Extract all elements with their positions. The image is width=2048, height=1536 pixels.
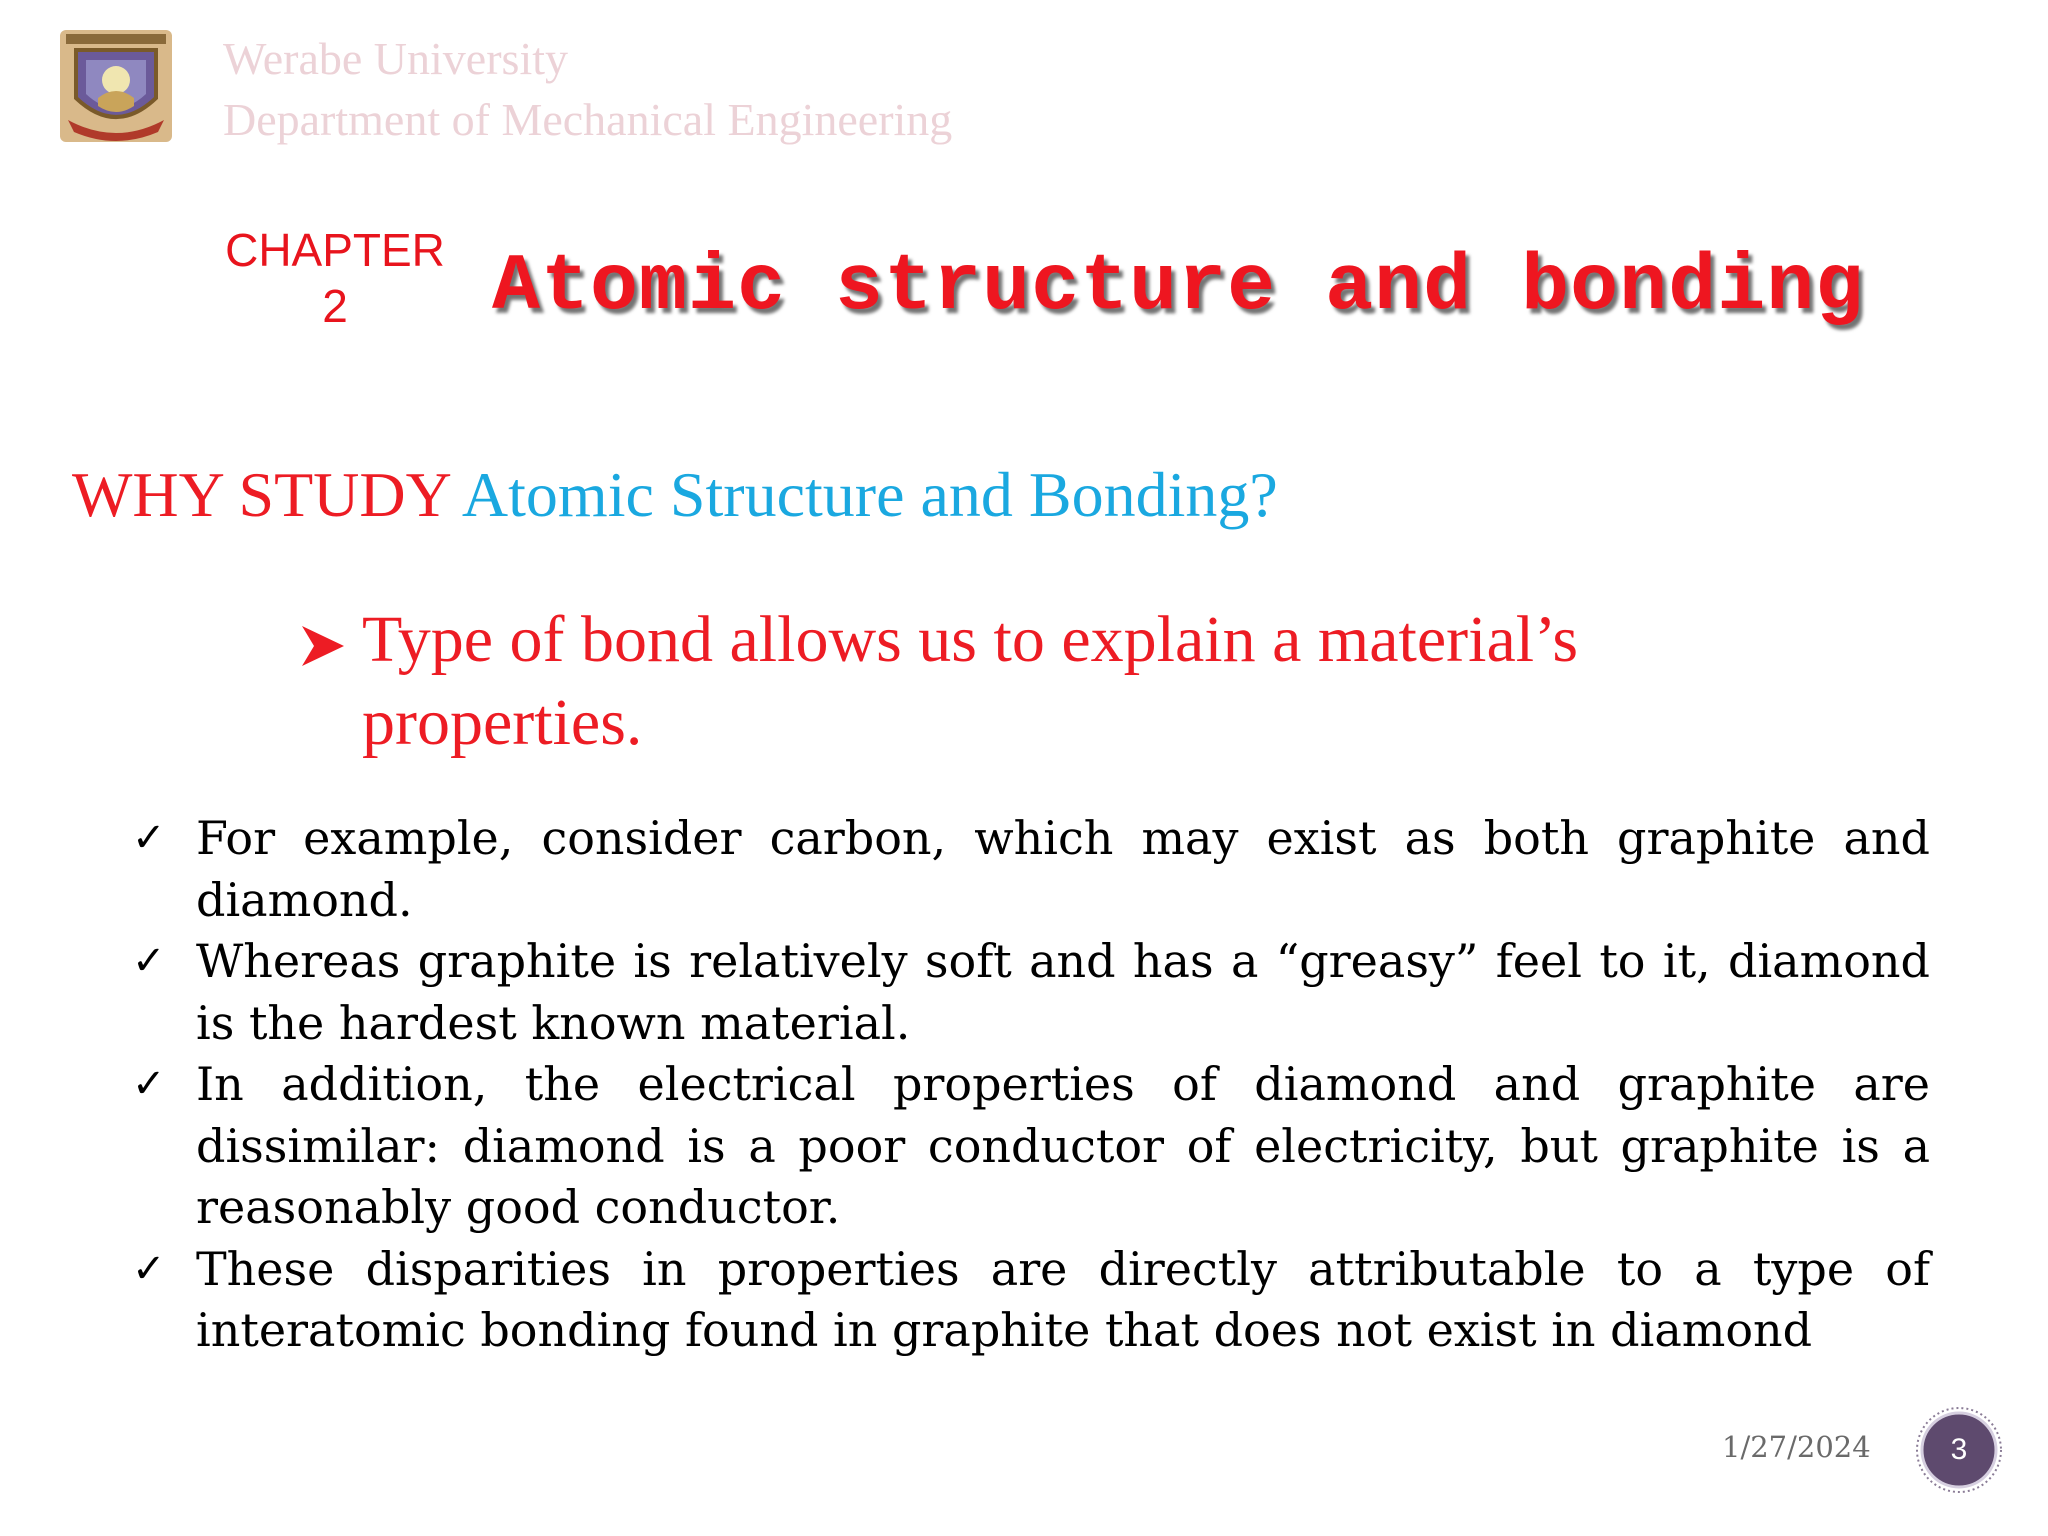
why-study-topic: Atomic Structure and Bonding? [461, 459, 1278, 530]
why-study-prefix: WHY STUDY [72, 459, 450, 530]
page-number-badge [1915, 1406, 2003, 1494]
chapter-label [205, 222, 465, 334]
list-item [132, 931, 1930, 1054]
university-seal-icon [58, 28, 174, 146]
main-point-text: Type of bond allows us to explain a material’s properties. [362, 603, 1579, 759]
bullet-text: For example, consider carbon, which may exist as both graphite and diamond. [196, 811, 1930, 927]
checkmark-icon: ✓ [132, 1245, 166, 1292]
university-name: Werabe University [223, 33, 568, 84]
bullet-text: In addition, the electrical properties of diamond and graphite are dissimilar: diamond is a poor conductor of electricity, but graphite is a reasonably good conductor. [196, 1057, 1930, 1234]
main-point [300, 598, 1620, 764]
slide-title: Atomic structure and bonding [492, 242, 1865, 333]
checkmark-icon: ✓ [132, 938, 166, 984]
slide-date: 1/27/2024 [1722, 1430, 1871, 1464]
department-name: Department of Mechanical Engineering [223, 94, 953, 145]
checkmark-icon: ✓ [132, 815, 166, 861]
page-number: 3 [1950, 1433, 1968, 1466]
chapter-word: CHAPTER [225, 224, 445, 276]
why-study-heading [72, 455, 1278, 535]
list-item [132, 1239, 1930, 1362]
bullet-text: These disparities in properties are directly attributable to a type of interatomic bonding found in graphite that does not exist in diamond [196, 1241, 1930, 1357]
list-item [132, 1054, 1930, 1239]
arrowhead-bullet-icon [300, 624, 346, 668]
list-item [132, 808, 1930, 931]
bullet-list [132, 808, 1930, 1362]
chapter-number: 2 [322, 280, 348, 332]
checkmark-icon: ✓ [132, 1061, 166, 1107]
bullet-text: Whereas graphite is relatively soft and has a “greasy” feel to it, diamond is the hardest known material. [196, 934, 1930, 1050]
university-header [223, 28, 952, 150]
